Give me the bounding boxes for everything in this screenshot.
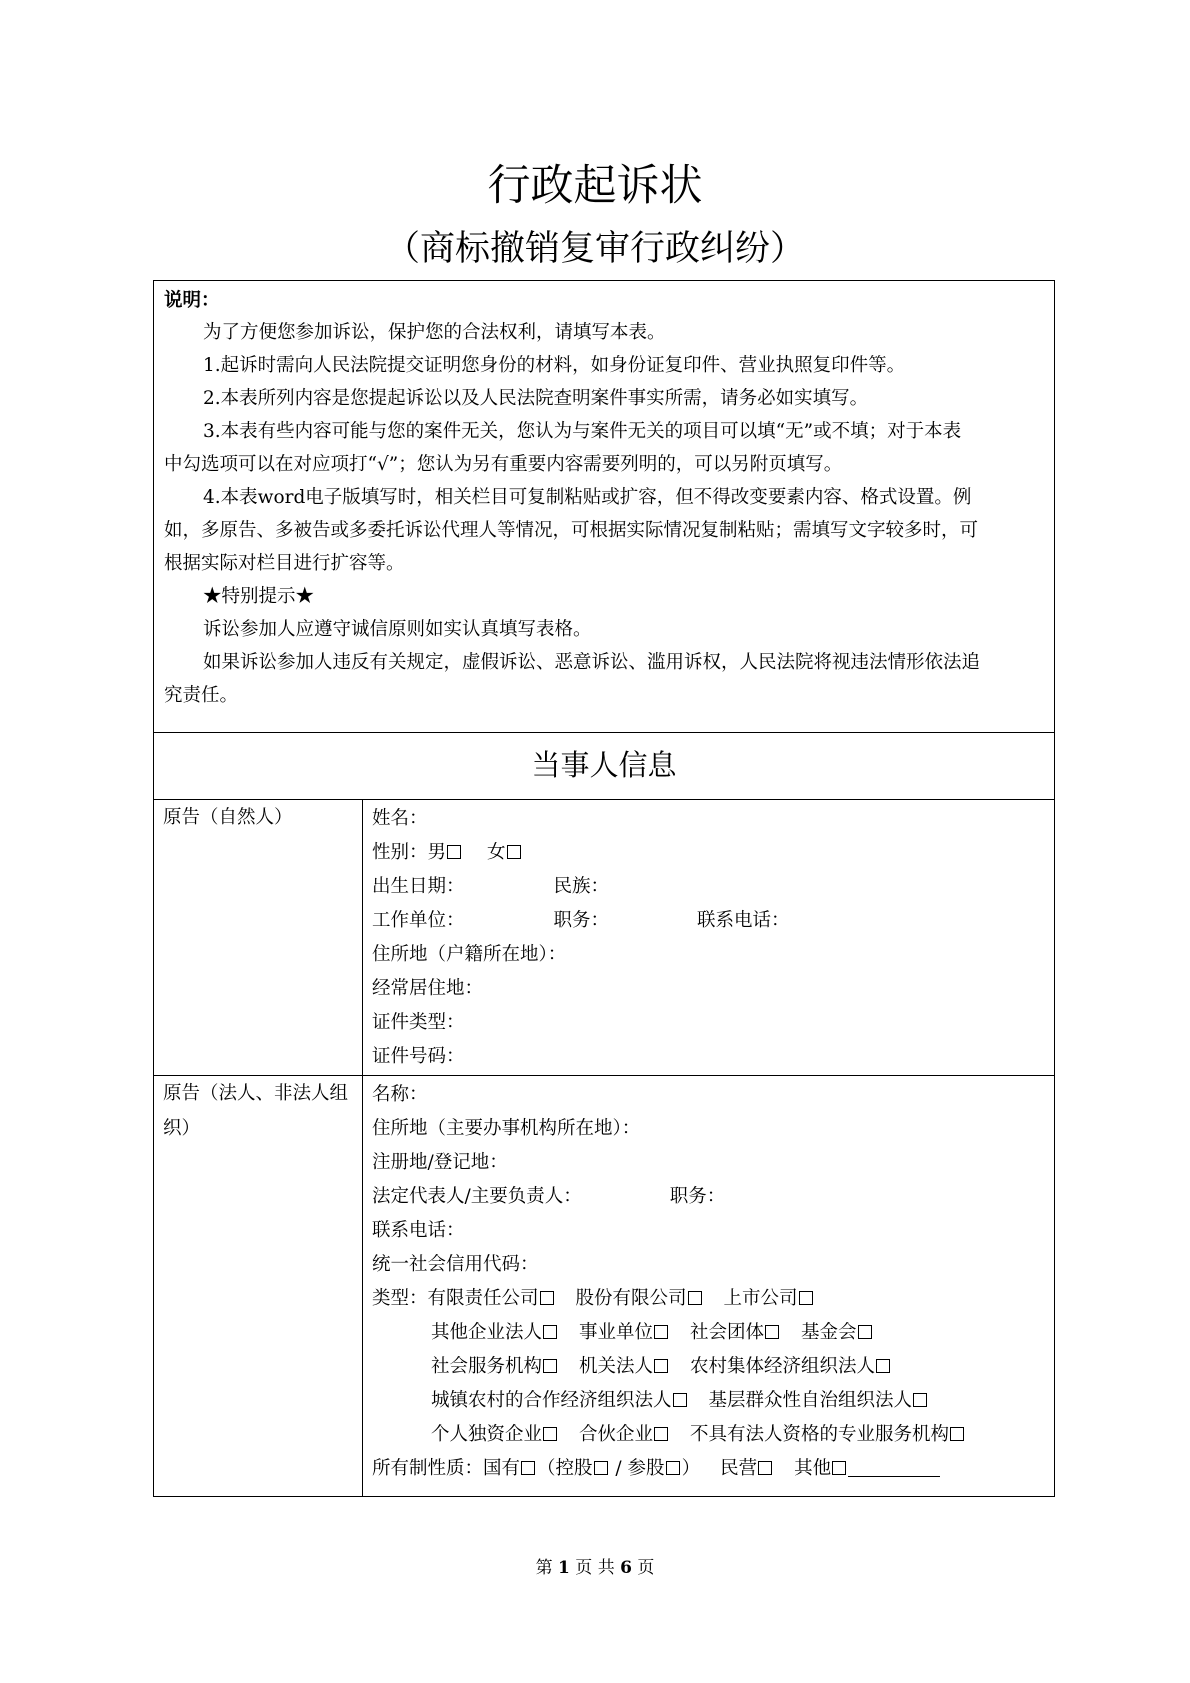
id-type-label: 证件类型： — [372, 1012, 465, 1033]
type-option: 合伙企业 — [579, 1424, 654, 1445]
plaintiff-legal-person-row — [153, 1075, 1055, 1497]
employer-label: 工作单位： — [372, 910, 465, 931]
org-phone-label: 联系电话： — [372, 1220, 465, 1241]
other-checkbox[interactable] — [832, 1461, 846, 1475]
instructions-item-4c: 根据实际对栏目进行扩容等。 — [164, 553, 405, 574]
private-label: 民营 — [720, 1458, 758, 1479]
ethnicity-label: 民族： — [553, 876, 610, 897]
field-org-phone[interactable] — [372, 1219, 465, 1243]
field-org-name[interactable] — [372, 1083, 428, 1107]
type-option: 股份有限公司 — [575, 1288, 687, 1309]
type-option: 城镇农村的合作经济组织法人 — [431, 1390, 672, 1411]
phone-label: 联系电话： — [697, 910, 790, 931]
type-checkbox[interactable] — [543, 1427, 557, 1441]
participating-checkbox[interactable] — [666, 1461, 680, 1475]
id-number-label: 证件号码： — [372, 1046, 465, 1067]
type-checkbox[interactable] — [543, 1359, 557, 1373]
type-checkbox[interactable] — [765, 1325, 779, 1339]
instructions-item-4b: 如，多原告、多被告或多委托诉讼代理人等情况，可根据实际情况复制粘贴；需填写文字较多时，可 — [164, 520, 979, 541]
page-footer — [0, 1556, 1190, 1580]
field-domicile[interactable] — [372, 943, 566, 967]
org-name-label: 名称： — [372, 1084, 428, 1105]
type-option: 不具有法人资格的专业服务机构 — [690, 1424, 950, 1445]
state-owned-checkbox[interactable] — [521, 1461, 535, 1475]
other-blank-field[interactable] — [848, 1458, 940, 1477]
type-checkbox[interactable] — [540, 1291, 554, 1305]
residence-label: 经常居住地： — [372, 978, 484, 999]
type-checkbox[interactable] — [858, 1325, 872, 1339]
credit-code-label: 统一社会信用代码： — [372, 1254, 539, 1275]
type-label: 类型： — [372, 1288, 428, 1309]
field-residence[interactable] — [372, 977, 483, 1001]
type-option: 其他企业法人 — [431, 1322, 543, 1343]
instructions-item-3b: 中勾选项可以在对应项打“√”；您认为另有重要内容需要列明的，可以另附页填写。 — [164, 454, 843, 475]
state-owned-label: 国有 — [483, 1458, 521, 1479]
special-notice-2a: 如果诉讼参加人违反有关规定，虚假诉讼、恶意诉讼、滥用诉权，人民法院将视违法情形依法追 — [203, 652, 981, 673]
special-notice-1: 诉讼参加人应遵守诚信原则如实认真填写表格。 — [203, 619, 592, 640]
type-checkbox[interactable] — [799, 1291, 813, 1305]
female-checkbox[interactable] — [507, 845, 521, 859]
field-birth-ethnicity[interactable] — [372, 875, 609, 899]
instructions-item-2: 2.本表所列内容是您提起诉讼以及人民法院查明案件事实所需，请务必如实填写。 — [203, 388, 869, 409]
position-label: 职务： — [553, 910, 610, 931]
type-checkbox[interactable] — [654, 1325, 668, 1339]
type-row-4 — [431, 1389, 929, 1413]
field-id-type[interactable] — [372, 1011, 465, 1035]
female-label: 女 — [487, 842, 506, 863]
type-checkbox[interactable] — [913, 1393, 927, 1407]
type-checkbox[interactable] — [688, 1291, 702, 1305]
field-representative[interactable] — [372, 1185, 725, 1209]
field-name[interactable] — [372, 807, 428, 831]
type-option: 有限责任公司 — [427, 1288, 539, 1309]
party-info-header — [153, 732, 1055, 800]
type-checkbox[interactable] — [876, 1359, 890, 1373]
type-checkbox[interactable] — [543, 1325, 557, 1339]
type-row-3 — [431, 1355, 892, 1379]
representative-label: 法定代表人/主要负责人： — [372, 1186, 582, 1207]
plaintiff-natural-person-label: 原告（自然人） — [163, 807, 293, 828]
field-registered[interactable] — [372, 1151, 508, 1175]
special-notice-title: ★特别提示★ — [203, 586, 315, 607]
type-option: 机关法人 — [579, 1356, 654, 1377]
ownership-label: 所有制性质： — [372, 1458, 484, 1479]
type-option: 基金会 — [801, 1322, 857, 1343]
registered-label: 注册地/登记地： — [372, 1152, 508, 1173]
gender-label: 性别： — [372, 842, 428, 863]
other-label: 其他 — [794, 1458, 832, 1479]
footer-page-total: 6 — [620, 1558, 632, 1578]
field-employer-position-phone[interactable] — [372, 909, 790, 933]
type-checkbox[interactable] — [673, 1393, 687, 1407]
instructions-heading: 说明： — [164, 290, 220, 311]
instructions-intro: 为了方便您参加诉讼，保护您的合法权利，请填写本表。 — [203, 322, 666, 343]
footer-page-mid: 页 共 — [575, 1558, 615, 1578]
type-row-1 — [372, 1287, 815, 1311]
field-name-label: 姓名： — [372, 808, 428, 829]
type-option: 社会团体 — [690, 1322, 765, 1343]
instructions-box — [153, 280, 1055, 733]
type-option: 农村集体经济组织法人 — [690, 1356, 876, 1377]
document-title: 行政起诉状 — [487, 161, 703, 211]
private-checkbox[interactable] — [758, 1461, 772, 1475]
plaintiff-natural-person-row — [153, 799, 1055, 1076]
birth-label: 出生日期： — [372, 876, 465, 897]
footer-page-label: 第 — [535, 1558, 553, 1578]
document-subtitle: （商标撤销复审行政纠纷） — [384, 229, 805, 269]
field-credit-code[interactable] — [372, 1253, 539, 1277]
field-gender — [372, 841, 523, 865]
instructions-item-4a: 4.本表word电子版填写时，相关栏目可复制粘贴或扩容，但不得改变要素内容、格式设置。例 — [203, 487, 972, 508]
special-notice-2b: 究责任。 — [164, 685, 239, 706]
footer-page-end: 页 — [637, 1558, 655, 1578]
field-org-domicile[interactable] — [372, 1117, 640, 1141]
male-checkbox[interactable] — [447, 845, 461, 859]
footer-page-number: 1 — [558, 1558, 570, 1578]
type-checkbox[interactable] — [654, 1427, 668, 1441]
instructions-item-1: 1.起诉时需向人民法院提交证明您身份的材料，如身份证复印件、营业执照复印件等。 — [203, 355, 906, 376]
plaintiff-legal-person-label: 原告（法人、非法人组织） — [163, 1083, 349, 1139]
field-id-number[interactable] — [372, 1045, 465, 1069]
type-checkbox[interactable] — [950, 1427, 964, 1441]
holding-close: ） — [681, 1458, 701, 1479]
type-option: 基层群众性自治组织法人 — [708, 1390, 913, 1411]
holding-checkbox[interactable] — [594, 1461, 608, 1475]
rep-position-label: 职务： — [669, 1186, 726, 1207]
ownership-row — [372, 1457, 940, 1481]
domicile-label: 住所地（户籍所在地）： — [372, 944, 567, 965]
holding-open: （控股 — [537, 1458, 593, 1479]
type-row-5 — [431, 1423, 966, 1447]
type-checkbox[interactable] — [654, 1359, 668, 1373]
column-divider — [362, 1076, 363, 1496]
column-divider — [362, 800, 363, 1075]
org-domicile-label: 住所地（主要办事机构所在地）： — [372, 1118, 641, 1139]
type-option: 社会服务机构 — [431, 1356, 543, 1377]
type-option: 上市公司 — [723, 1288, 798, 1309]
male-label: 男 — [427, 842, 447, 863]
participating-label: 参股 — [627, 1458, 665, 1479]
type-option: 事业单位 — [579, 1322, 654, 1343]
section-title: 当事人信息 — [531, 748, 677, 782]
instructions-item-3a: 3.本表有些内容可能与您的案件无关，您认为与案件无关的项目可以填“无”或不填；对于本表 — [203, 421, 962, 442]
slash: / — [609, 1458, 628, 1479]
type-row-2 — [431, 1321, 874, 1345]
type-option: 个人独资企业 — [431, 1424, 543, 1445]
